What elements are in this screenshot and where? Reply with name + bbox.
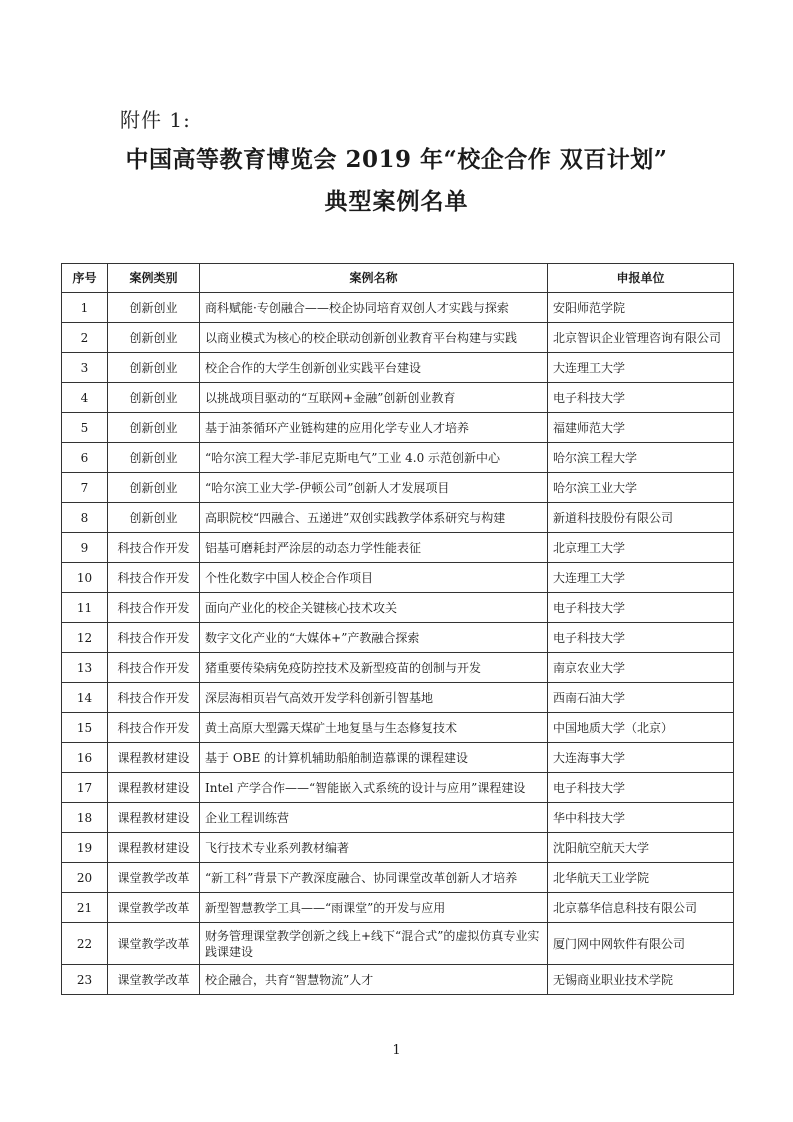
cell-index: 2 bbox=[62, 323, 108, 353]
cell-case-name: 新型智慧教学工具——“雨课堂”的开发与应用 bbox=[200, 893, 548, 923]
cell-index: 1 bbox=[62, 293, 108, 323]
table-row bbox=[62, 593, 734, 623]
page-number: 1 bbox=[392, 1043, 401, 1058]
cell-index: 18 bbox=[62, 803, 108, 833]
cell-category: 科技合作开发 bbox=[108, 653, 200, 683]
cell-index: 7 bbox=[62, 473, 108, 503]
table-row bbox=[62, 713, 734, 743]
cell-category: 创新创业 bbox=[108, 503, 200, 533]
header-index: 序号 bbox=[62, 264, 108, 293]
table-row bbox=[62, 473, 734, 503]
table-row bbox=[62, 833, 734, 863]
cell-organization: 哈尔滨工业大学 bbox=[548, 473, 734, 503]
cell-organization: 北京智识企业管理咨询有限公司 bbox=[548, 323, 734, 353]
cell-case-name: 校企融合，共育“智慧物流”人才 bbox=[200, 965, 548, 995]
table-row bbox=[62, 773, 734, 803]
cell-case-name: 以挑战项目驱动的“互联网+金融”创新创业教育 bbox=[200, 383, 548, 413]
cell-organization: 电子科技大学 bbox=[548, 593, 734, 623]
cell-category: 创新创业 bbox=[108, 443, 200, 473]
table-row bbox=[62, 683, 734, 713]
cell-category: 课堂教学改革 bbox=[108, 893, 200, 923]
table-row bbox=[62, 623, 734, 653]
cell-category: 课堂教学改革 bbox=[108, 923, 200, 965]
attachment-label: 附件 1: bbox=[120, 108, 191, 132]
cell-category: 课堂教学改革 bbox=[108, 863, 200, 893]
cell-index: 22 bbox=[62, 923, 108, 965]
cell-case-name: “哈尔滨工业大学-伊顿公司”创新人才发展项目 bbox=[200, 473, 548, 503]
cell-organization: 安阳师范学院 bbox=[548, 293, 734, 323]
cell-organization: 福建师范大学 bbox=[548, 413, 734, 443]
cell-index: 12 bbox=[62, 623, 108, 653]
cell-index: 23 bbox=[62, 965, 108, 995]
cell-case-name: 深层海相页岩气高效开发学科创新引智基地 bbox=[200, 683, 548, 713]
cell-case-name: 个性化数字中国人校企合作项目 bbox=[200, 563, 548, 593]
cell-index: 19 bbox=[62, 833, 108, 863]
cell-category: 课程教材建设 bbox=[108, 743, 200, 773]
table-row bbox=[62, 893, 734, 923]
table-row bbox=[62, 863, 734, 893]
header-category: 案例类别 bbox=[108, 264, 200, 293]
cell-index: 15 bbox=[62, 713, 108, 743]
document-subtitle: 典型案例名单 bbox=[324, 188, 469, 215]
cell-category: 创新创业 bbox=[108, 323, 200, 353]
cell-category: 课堂教学改革 bbox=[108, 965, 200, 995]
table-row bbox=[62, 653, 734, 683]
table-row bbox=[62, 293, 734, 323]
document-title: 中国高等教育博览会 2019 年“校企合作 双百计划” bbox=[125, 146, 668, 173]
table-row bbox=[62, 923, 734, 965]
cell-category: 科技合作开发 bbox=[108, 683, 200, 713]
header-organization: 申报单位 bbox=[548, 264, 734, 293]
cell-index: 8 bbox=[62, 503, 108, 533]
cell-category: 创新创业 bbox=[108, 353, 200, 383]
cell-index: 10 bbox=[62, 563, 108, 593]
cell-index: 14 bbox=[62, 683, 108, 713]
cell-case-name: 黄土高原大型露天煤矿土地复垦与生态修复技术 bbox=[200, 713, 548, 743]
cell-organization: 北京理工大学 bbox=[548, 533, 734, 563]
cell-organization: 电子科技大学 bbox=[548, 383, 734, 413]
cell-category: 科技合作开发 bbox=[108, 563, 200, 593]
cell-organization: 无锡商业职业技术学院 bbox=[548, 965, 734, 995]
cell-organization: 哈尔滨工程大学 bbox=[548, 443, 734, 473]
table-row bbox=[62, 323, 734, 353]
cell-index: 13 bbox=[62, 653, 108, 683]
cell-case-name: “新工科”背景下产教深度融合、协同课堂改革创新人才培养 bbox=[200, 863, 548, 893]
cell-case-name: 猪重要传染病免疫防控技术及新型疫苗的创制与开发 bbox=[200, 653, 548, 683]
cell-organization: 大连海事大学 bbox=[548, 743, 734, 773]
cell-index: 3 bbox=[62, 353, 108, 383]
table-row bbox=[62, 563, 734, 593]
table-row bbox=[62, 803, 734, 833]
cell-case-name: 面向产业化的校企关键核心技术攻关 bbox=[200, 593, 548, 623]
cell-organization: 电子科技大学 bbox=[548, 773, 734, 803]
cell-organization: 华中科技大学 bbox=[548, 803, 734, 833]
cell-organization: 新道科技股份有限公司 bbox=[548, 503, 734, 533]
cell-index: 17 bbox=[62, 773, 108, 803]
cell-organization: 电子科技大学 bbox=[548, 623, 734, 653]
table-row bbox=[62, 413, 734, 443]
cell-category: 课程教材建设 bbox=[108, 803, 200, 833]
table-body bbox=[62, 293, 734, 995]
cell-category: 创新创业 bbox=[108, 293, 200, 323]
cell-case-name: Intel 产学合作——“智能嵌入式系统的设计与应用”课程建设 bbox=[200, 773, 548, 803]
cell-case-name: 数字文化产业的“大媒体+”产教融合探索 bbox=[200, 623, 548, 653]
cell-organization: 西南石油大学 bbox=[548, 683, 734, 713]
cell-index: 6 bbox=[62, 443, 108, 473]
cell-category: 创新创业 bbox=[108, 413, 200, 443]
cell-case-name: 飞行技术专业系列教材编著 bbox=[200, 833, 548, 863]
cell-category: 科技合作开发 bbox=[108, 533, 200, 563]
table-row bbox=[62, 503, 734, 533]
table-row bbox=[62, 533, 734, 563]
cell-category: 科技合作开发 bbox=[108, 623, 200, 653]
cell-organization: 厦门网中网软件有限公司 bbox=[548, 923, 734, 965]
cell-case-name: 以商业模式为核心的校企联动创新创业教育平台构建与实践 bbox=[200, 323, 548, 353]
cell-case-name: 企业工程训练营 bbox=[200, 803, 548, 833]
cell-case-name: “哈尔滨工程大学-菲尼克斯电气”工业 4.0 示范创新中心 bbox=[200, 443, 548, 473]
case-list-table bbox=[61, 263, 734, 995]
header-row bbox=[62, 264, 734, 293]
table-row bbox=[62, 443, 734, 473]
table-header bbox=[62, 264, 734, 293]
cell-case-name: 高职院校“四融合、五递进”双创实践教学体系研究与构建 bbox=[200, 503, 548, 533]
cell-organization: 北京慕华信息科技有限公司 bbox=[548, 893, 734, 923]
table-row bbox=[62, 965, 734, 995]
cell-organization: 大连理工大学 bbox=[548, 353, 734, 383]
cell-category: 课程教材建设 bbox=[108, 773, 200, 803]
table-row bbox=[62, 383, 734, 413]
table-row bbox=[62, 743, 734, 773]
cell-case-name: 铝基可磨耗封严涂层的动态力学性能表征 bbox=[200, 533, 548, 563]
cell-category: 创新创业 bbox=[108, 473, 200, 503]
cell-case-name: 财务管理课堂教学创新之线上+线下“混合式”的虚拟仿真专业实践课建设 bbox=[200, 923, 548, 965]
cell-index: 21 bbox=[62, 893, 108, 923]
cell-index: 4 bbox=[62, 383, 108, 413]
cell-index: 9 bbox=[62, 533, 108, 563]
cell-category: 课程教材建设 bbox=[108, 833, 200, 863]
cell-index: 5 bbox=[62, 413, 108, 443]
cell-case-name: 基于 OBE 的计算机辅助船舶制造慕课的课程建设 bbox=[200, 743, 548, 773]
cell-index: 20 bbox=[62, 863, 108, 893]
table-row bbox=[62, 353, 734, 383]
cell-organization: 大连理工大学 bbox=[548, 563, 734, 593]
cell-organization: 中国地质大学（北京） bbox=[548, 713, 734, 743]
cell-organization: 南京农业大学 bbox=[548, 653, 734, 683]
cell-case-name: 基于油茶循环产业链构建的应用化学专业人才培养 bbox=[200, 413, 548, 443]
cell-organization: 沈阳航空航天大学 bbox=[548, 833, 734, 863]
cell-index: 16 bbox=[62, 743, 108, 773]
cell-category: 科技合作开发 bbox=[108, 593, 200, 623]
cell-case-name: 商科赋能·专创融合——校企协同培育双创人才实践与探索 bbox=[200, 293, 548, 323]
cell-organization: 北华航天工业学院 bbox=[548, 863, 734, 893]
cell-case-name: 校企合作的大学生创新创业实践平台建设 bbox=[200, 353, 548, 383]
cell-category: 创新创业 bbox=[108, 383, 200, 413]
cell-index: 11 bbox=[62, 593, 108, 623]
cell-category: 科技合作开发 bbox=[108, 713, 200, 743]
header-case-name: 案例名称 bbox=[200, 264, 548, 293]
